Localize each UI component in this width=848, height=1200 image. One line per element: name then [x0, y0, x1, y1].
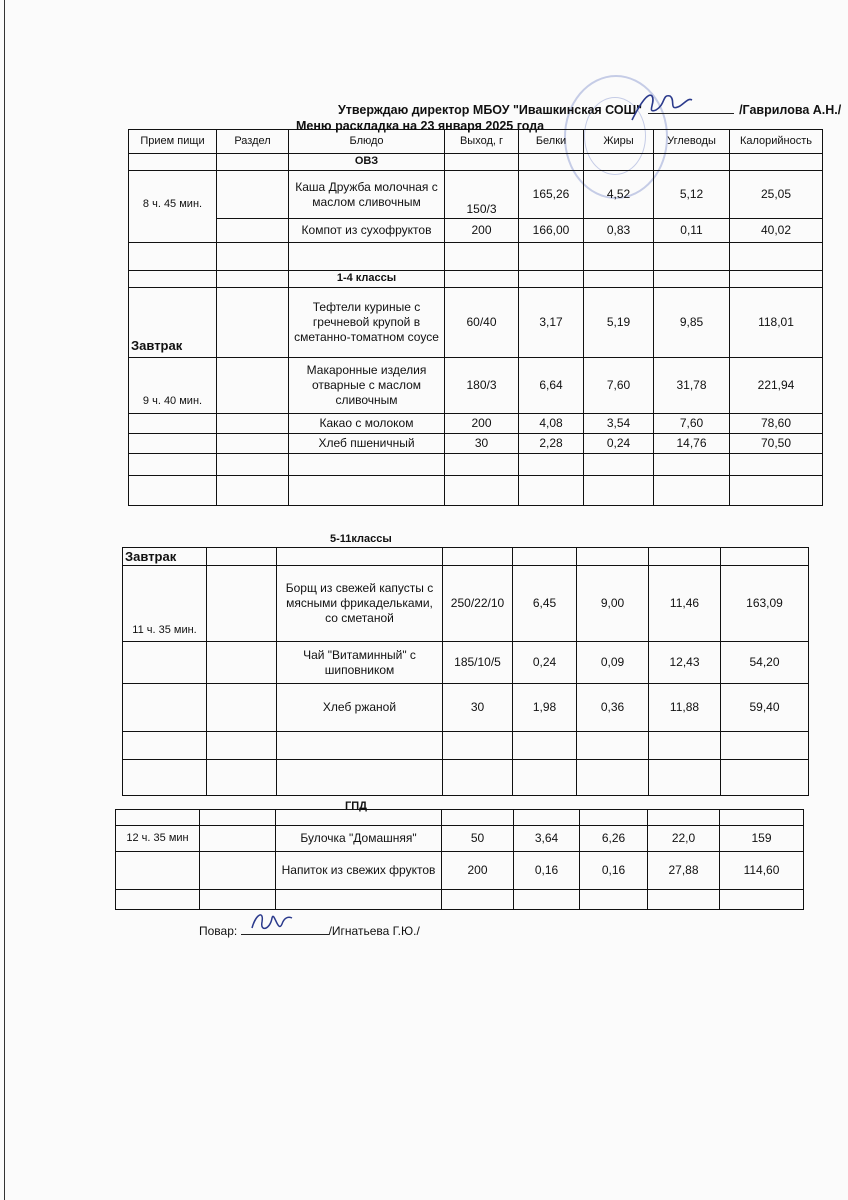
header-proteins: Белки: [519, 130, 584, 154]
dish-proteins: 0,16: [514, 852, 580, 890]
section-gpd: ГПД: [345, 800, 367, 812]
table-row: [123, 642, 809, 684]
table-row: [129, 358, 823, 414]
approval-text: Утверждаю директор МБОУ "Ивашкинская СОШ": [338, 103, 643, 117]
dish-carbs: 5,12: [654, 171, 730, 219]
dish-output: 60/40: [445, 288, 519, 358]
dish-carbs: 9,85: [654, 288, 730, 358]
approval-line: [338, 103, 841, 117]
header-calories: Калорийность: [730, 130, 823, 154]
dish-name: Булочка "Домашняя": [276, 826, 442, 852]
section-row-1-4: [129, 271, 823, 288]
cook-name: /Игнатьева Г.Ю./: [328, 924, 420, 938]
dish-carbs: 31,78: [654, 358, 730, 414]
dish-calories: 59,40: [721, 684, 809, 732]
menu-title: Меню раскладка на 23 января 2025 года: [296, 119, 545, 133]
section-row-ovz: [129, 154, 823, 171]
dish-carbs: 27,88: [648, 852, 720, 890]
dish-calories: 114,60: [720, 852, 804, 890]
cook-signature-line: [199, 924, 420, 938]
dish-name: Напиток из свежих фруктов: [276, 852, 442, 890]
dish-calories: 54,20: [721, 642, 809, 684]
dish-calories: 221,94: [730, 358, 823, 414]
meal-time-1-4: 9 ч. 40 мин.: [129, 358, 217, 414]
dish-output: 50: [442, 826, 514, 852]
dish-calories: 163,09: [721, 566, 809, 642]
dish-name: Компот из сухофруктов: [289, 219, 445, 243]
dish-calories: 78,60: [730, 414, 823, 434]
director-name: /Гаврилова А.Н./: [739, 103, 842, 117]
table-row: [129, 219, 823, 243]
dish-proteins: 2,28: [519, 434, 584, 454]
section-5-11: 5-11классы: [330, 533, 392, 545]
dish-calories: 40,02: [730, 219, 823, 243]
cook-label: Повар:: [199, 924, 238, 938]
cook-signature: [248, 906, 296, 938]
dish-carbs: 0,11: [654, 219, 730, 243]
meal-breakfast-5-11: Завтрак: [123, 548, 207, 566]
dish-fats: 0,16: [580, 852, 648, 890]
dish-output: 185/10/5: [443, 642, 513, 684]
dish-name: Какао с молоком: [289, 414, 445, 434]
table-row: [129, 434, 823, 454]
section-ovz: ОВЗ: [289, 154, 445, 171]
dish-calories: 118,01: [730, 288, 823, 358]
dish-proteins: 165,26: [519, 171, 584, 219]
dish-name: Макаронные изделия отварные с маслом сливочным: [289, 358, 445, 414]
dish-output: 250/22/10: [443, 566, 513, 642]
table-row: [129, 171, 823, 219]
header-meal: Прием пищи: [129, 130, 217, 154]
header-carbs: Углеводы: [654, 130, 730, 154]
dish-proteins: 1,98: [513, 684, 577, 732]
empty-row: [116, 890, 804, 910]
dish-output: 180/3: [445, 358, 519, 414]
table-row: [116, 852, 804, 890]
table-row: [123, 684, 809, 732]
header-section: Раздел: [217, 130, 289, 154]
dish-calories: 70,50: [730, 434, 823, 454]
dish-carbs: 7,60: [654, 414, 730, 434]
dish-output: 200: [442, 852, 514, 890]
table-row: [123, 548, 809, 566]
dish-proteins: 0,24: [513, 642, 577, 684]
dish-fats: 0,36: [577, 684, 649, 732]
dish-name: Тефтели куриные с гречневой крупой в сметанно-томатном соусе: [289, 288, 445, 358]
dish-fats: 0,09: [577, 642, 649, 684]
dish-proteins: 6,64: [519, 358, 584, 414]
dish-fats: 0,83: [584, 219, 654, 243]
dish-fats: 9,00: [577, 566, 649, 642]
dish-carbs: 12,43: [649, 642, 721, 684]
meal-time-5-11: 11 ч. 35 мин.: [123, 566, 207, 642]
table-row: [116, 826, 804, 852]
table-row: [129, 414, 823, 434]
header-output: Выход, г: [445, 130, 519, 154]
director-signature: [626, 86, 696, 126]
empty-row: [129, 243, 823, 271]
meal-time-ovz: 8 ч. 45 мин.: [129, 171, 217, 243]
dish-fats: 5,19: [584, 288, 654, 358]
dish-fats: 6,26: [580, 826, 648, 852]
dish-name: Хлеб пшеничный: [289, 434, 445, 454]
header-dish: Блюдо: [289, 130, 445, 154]
dish-fats: 0,24: [584, 434, 654, 454]
empty-row: [129, 476, 823, 506]
dish-carbs: 11,46: [649, 566, 721, 642]
dish-fats: 3,54: [584, 414, 654, 434]
dish-fats: 7,60: [584, 358, 654, 414]
dish-carbs: 14,76: [654, 434, 730, 454]
menu-table-main: [128, 129, 823, 506]
dish-name: Хлеб ржаной: [277, 684, 443, 732]
header-fats: Жиры: [584, 130, 654, 154]
section-1-4: 1-4 классы: [289, 271, 445, 288]
meal-time-gpd: 12 ч. 35 мин: [116, 826, 200, 852]
dish-output: 150/3: [445, 171, 519, 219]
dish-proteins: 166,00: [519, 219, 584, 243]
table-row: [123, 566, 809, 642]
scan-edge: [4, 0, 5, 1200]
empty-row: [123, 732, 809, 760]
dish-carbs: 22,0: [648, 826, 720, 852]
table-header-row: [129, 130, 823, 154]
dish-proteins: 3,17: [519, 288, 584, 358]
empty-row: [116, 810, 804, 826]
meal-breakfast-1-4: Завтрак: [129, 288, 217, 358]
dish-name: Каша Дружба молочная с маслом сливочным: [289, 171, 445, 219]
dish-proteins: 3,64: [514, 826, 580, 852]
dish-name: Борщ из свежей капусты с мясными фрикадельками, со сметаной: [277, 566, 443, 642]
dish-output: 200: [445, 219, 519, 243]
dish-output: 30: [445, 434, 519, 454]
menu-table-5-11: [122, 547, 809, 796]
dish-calories: 25,05: [730, 171, 823, 219]
empty-row: [129, 454, 823, 476]
table-row: [129, 288, 823, 358]
dish-output: 30: [443, 684, 513, 732]
dish-name: Чай "Витаминный" с шиповником: [277, 642, 443, 684]
empty-row: [123, 760, 809, 796]
dish-fats: 4,52: [584, 171, 654, 219]
menu-table-gpd: [115, 809, 804, 910]
dish-calories: 159: [720, 826, 804, 852]
dish-proteins: 6,45: [513, 566, 577, 642]
dish-proteins: 4,08: [519, 414, 584, 434]
dish-output: 200: [445, 414, 519, 434]
dish-carbs: 11,88: [649, 684, 721, 732]
